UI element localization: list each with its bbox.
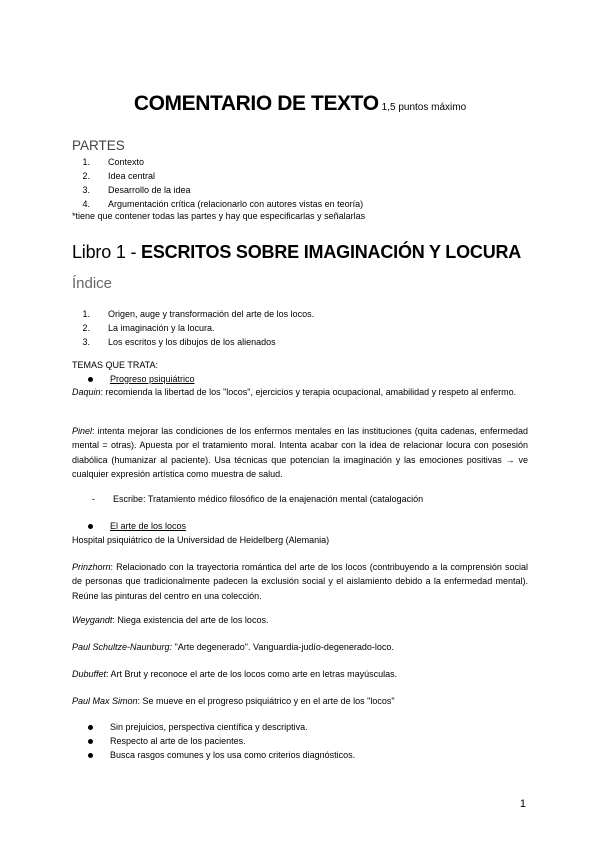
- author-weygandt: Weygandt: [72, 615, 113, 625]
- paragraph-prinzhorn: Prinzhorn: Relacionado con la trayectoria romántica del arte de los locos (contribuyendo a la comprensión social de personas que tradicionalmente padecen la exclusión social y el aislamiento debido a la enfermedad mental). Reúne las pinturas del centro en una colección.: [72, 562, 528, 601]
- book-prefix: Libro 1 -: [72, 242, 142, 262]
- title-sub: 1,5 puntos máximo: [381, 102, 467, 113]
- dash-item: - Escribe: Tratamiento médico filosófico de la enajenación mental (catalogación: [92, 494, 424, 504]
- book-heading: [72, 242, 521, 263]
- temas-label: TEMAS QUE TRATA:: [72, 360, 159, 370]
- list-item: Busca rasgos comunes y los usa como criterios diagnósticos.: [94, 748, 355, 762]
- bullet-icon: [88, 377, 93, 382]
- paragraph-simon: Paul Max Simon: Se mueve en el progreso psiquiátrico y en el arte de los "locos": [72, 696, 395, 706]
- dash-marker: -: [92, 494, 95, 504]
- author-simon: Paul Max Simon: [72, 696, 138, 706]
- partes-heading: PARTES: [72, 138, 125, 153]
- paragraph-weygandt: Weygandt: Niega existencia del arte de los locos.: [72, 615, 269, 625]
- paragraph-pinel: Pinel: intenta mejorar las condiciones de los enfermos mentales en las instituciones (quita cadenas, enfermedad mental = otras). Apuesta por el tratamiento moral. Intenta acabar con la idea de relacionar locura con posesión diabólica (humanizar al paciente). Usa técnicas que potencian la imaginación y las emociones positivas → ve cualquier expresión artística como muestra de salud.: [72, 426, 528, 479]
- document-page: COMENTARIO DE TEXTO 1,5 puntos máximo PARTES 1. Contexto 2. Idea central 3. Desarrollo de la idea 4. Argumentación crítica (relacionarlo con autores vistas en teoría) *tiene que contener todas las partes y hay que especificarlas y señalarlas Libro 1 - ESCRITOS SOBRE IMAGINACIÓN Y LOCURA Índice 1. Origen, auge y transformación del arte de los locos. 2. La imaginación y la locura. 3. Los escritos y los dibujos de los alienados TEMAS QUE TRATA: Progreso psiquiátrico Daquin: recomienda la libertad de los "locos", ejercicios y terapia ocupacional, amabilidad y respeto al enfermo. Pinel: intenta mejorar las condiciones de los enfermos mentales en las instituciones (quita cadenas, enfermedad mental = otras). Apuesta por el tratamiento moral. Intenta acabar con la idea de relacionar locura con posesión diabólica (humanizar al paciente). Usa técnicas que potencian la imaginación y las emociones positivas → ve cualquier expresión artística como muestra de salud. - Escribe: Tratamiento médico filosófico de la enajenación mental (catalogación El arte de los locos Hospital psiquiátrico de la Universidad de Heidelberg (Alemania) Prinzhorn: Relacionado con la trayectoria romántica del arte de los locos (contribuyendo a la comprensión social de personas que tradicionalmente padecen la exclusión social y el aislamiento debido a la enfermedad mental). Reúne las pinturas del centro en una colección. Weygandt: Niega existencia del arte de los locos. Paul Schultze-Naunburg: "Arte degenerado". Vanguardia-judío-degenerado-loco. Dubuffet: Art Brut y reconoce el arte de los locos como arte en letras mayúsculas. Paul Max Simon: Se mueve en el progreso psiquiátrico y en el arte de los "locos" Sin prejuicios, perspectiva científica y descriptiva. Respecto al arte de los pacientes. Busca rasgos comunes y los usa como criterios diagnósticos. 1: [0, 0, 600, 848]
- page-title: [0, 92, 600, 116]
- author-dubuffet: Dubuffet: [72, 669, 107, 679]
- bullet-icon: [88, 753, 93, 758]
- list-item: Sin prejuicios, perspectiva científica y descriptiva.: [94, 720, 308, 734]
- author-prinzhorn: Prinzhorn: [72, 562, 111, 572]
- author-schultze: Paul Schultze-Naunburg:: [72, 642, 173, 652]
- paragraph-schultze: Paul Schultze-Naunburg: "Arte degenerado". Vanguardia-judío-degenerado-loco.: [72, 642, 394, 652]
- paragraph-daquin: Daquin: recomienda la libertad de los "locos", ejercicios y terapia ocupacional, amabilidad y respeto al enfermo.: [72, 387, 517, 397]
- title-main: COMENTARIO DE TEXTO: [133, 92, 379, 115]
- partes-note: *tiene que contener todas las partes y hay que especificarlas y señalarlas: [72, 211, 366, 221]
- bullet-progreso: Progreso psiquiátrico: [94, 372, 195, 386]
- author-pinel: Pinel: [72, 426, 93, 436]
- page-number: 1: [519, 798, 526, 810]
- author-daquin: Daquin: [72, 387, 101, 397]
- bullet-arte: El arte de los locos: [94, 519, 186, 533]
- paragraph-dubuffet: Dubuffet: Art Brut y reconoce el arte de los locos como arte en letras mayúsculas.: [72, 669, 398, 679]
- bullet-icon: [88, 524, 93, 529]
- list-item: Respecto al arte de los pacientes.: [94, 734, 246, 748]
- hospital-line: Hospital psiquiátrico de la Universidad de Heidelberg (Alemania): [72, 535, 330, 545]
- indice-heading: Índice: [72, 275, 113, 292]
- book-title: ESCRITOS SOBRE IMAGINACIÓN Y LOCURA: [141, 242, 522, 262]
- bullet-icon: [88, 725, 93, 730]
- bullet-icon: [88, 739, 93, 744]
